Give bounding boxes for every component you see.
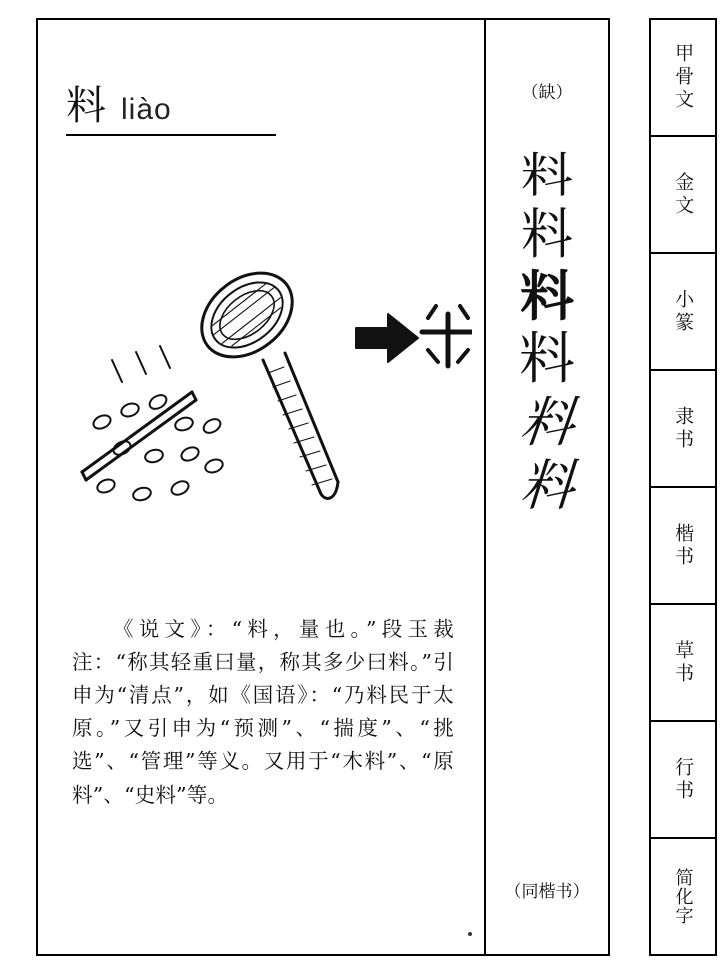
tab-clerical-label: 隶书	[672, 405, 695, 452]
tab-bronze-label: 金文	[672, 171, 695, 218]
script-glyph-stack	[486, 148, 608, 516]
script-glyph-regular: 料	[519, 326, 575, 392]
headword-pinyin: liào	[121, 93, 172, 126]
ladle-illustration-svg	[62, 210, 472, 510]
headword-block	[66, 83, 276, 136]
tab-running-label: 行书	[672, 756, 695, 803]
script-glyph-seal-2: 料	[520, 203, 573, 267]
tab-regular[interactable]	[649, 486, 717, 603]
right-arrow-icon	[356, 314, 418, 362]
explanation-text: 《说文》：“料，量也。”段玉裁注：“称其轻重曰量，称其多少曰料。”引申为“清点”，如《国语》：“乃料民于太原。”又引申为“预测”、“揣度”、“挑选”、“管理”等义。又用于“木料”、“原料”、“史料”等。	[72, 616, 454, 807]
tab-cursive-label: 草书	[672, 639, 695, 686]
script-glyph-seal-1: 料	[520, 148, 574, 204]
tab-oracle-bone[interactable]	[649, 18, 717, 135]
tab-small-seal-label: 小篆	[672, 288, 695, 335]
tab-oracle-bone-label: 甲骨文	[672, 43, 695, 112]
tab-running[interactable]	[649, 720, 717, 837]
script-glyph-clerical: 料	[520, 264, 574, 329]
illustration	[62, 210, 472, 510]
script-glyph-cursive: 料	[516, 391, 578, 455]
main-frame	[36, 18, 610, 956]
script-tab-strip	[649, 18, 717, 956]
tab-regular-label: 楷书	[672, 522, 695, 569]
tab-small-seal[interactable]	[649, 252, 717, 369]
tab-cursive[interactable]	[649, 603, 717, 720]
script-evolution-column	[486, 20, 608, 954]
left-column	[38, 20, 486, 954]
headword-character: 料	[66, 83, 107, 129]
tab-simplified[interactable]	[649, 837, 717, 956]
script-missing-note: （缺）	[521, 83, 573, 103]
tab-simplified-label: 简化字	[672, 868, 694, 925]
tab-clerical[interactable]	[649, 369, 717, 486]
script-same-as-regular-note: （同楷书）	[504, 882, 590, 902]
headword-row	[66, 83, 276, 136]
script-glyph-running: 料	[517, 453, 577, 518]
tab-bronze[interactable]	[649, 135, 717, 252]
page-ink-mark	[468, 932, 472, 936]
